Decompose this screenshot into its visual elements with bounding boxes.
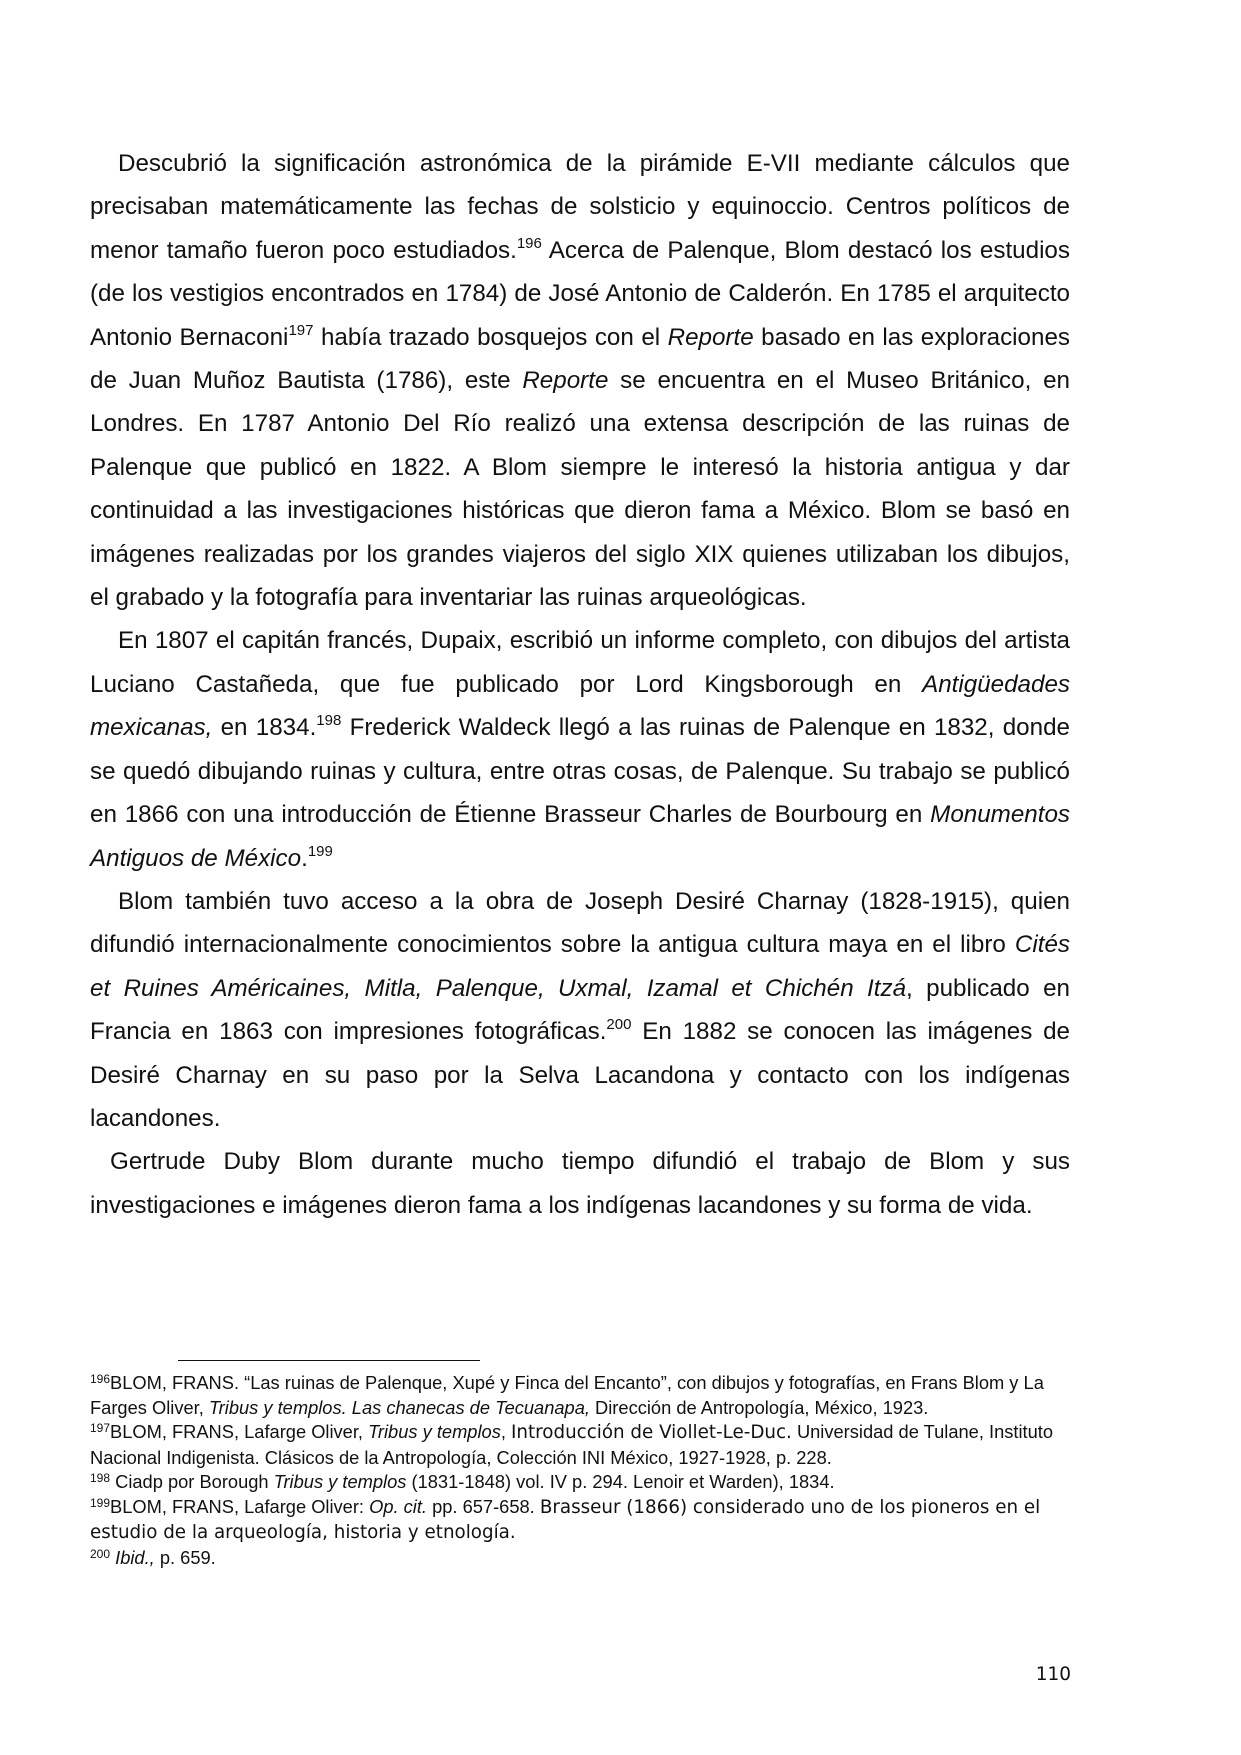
book-title: Tribus y templos — [273, 1471, 407, 1492]
book-title: Monumentos Antiguos de México — [90, 801, 1070, 872]
footnote-197 — [90, 1420, 1070, 1470]
book-title: Ibid., — [110, 1546, 155, 1568]
paragraph-3 — [90, 880, 1070, 1140]
text-run: . — [301, 844, 308, 872]
footnote-text: Dirección de Antropología, México, 1923. — [589, 1396, 929, 1418]
footnote-text: Brasseur (1866) considerado uno de los pioneros en el estudio de la arqueología, historia y etnología. — [90, 1496, 1041, 1543]
footnote-number: 196 — [90, 1372, 111, 1386]
paragraph-2 — [90, 619, 1070, 879]
footnote-ref-196[interactable]: 196 — [516, 234, 542, 252]
footnote-199 — [90, 1495, 1070, 1546]
body-text — [90, 142, 1070, 1227]
paragraph-1 — [90, 142, 1070, 619]
footnote-ref-199[interactable]: 199 — [307, 842, 333, 860]
footnote-ref-198[interactable]: 198 — [316, 712, 342, 730]
book-title: Op. cit. — [369, 1495, 427, 1517]
italic-term: Reporte — [522, 367, 609, 395]
page-number: 110 — [1035, 1664, 1071, 1685]
text-run: en 1834. — [212, 714, 317, 742]
footnote-text: Universidad de Tulane, Instituto Nacional Indigenista. Clásicos de la Antropología, Colección INI México, 1927-1928, p. 228. — [90, 1421, 1054, 1468]
footnote-text: BLOM, FRANS, Lafarge Oliver: — [110, 1495, 370, 1517]
text-run: se encuentra en el Museo Británico, en Londres. En 1787 Antonio Del Río realizó una extensa descripción de las ruinas de Palenque que publicó en 1822. A Blom siempre le interesó la historia antigua y dar continuidad a las investigaciones históricas que dieron fama a México. Blom se basó en imágenes realizadas por los grandes viajeros del siglo XIX quienes utilizaban los dibujos, el grabado y la fotografía para inventariar las ruinas arqueológicas. — [90, 367, 1070, 612]
text-run: Blom también tuvo acceso a la obra de Joseph Desiré Charnay (1828-1915), quien difundió internacionalmente conocimientos sobre la antigua cultura maya en el libro — [90, 887, 1070, 959]
book-title: Tribus y templos. Las chanecas de Tecuanapa, — [208, 1396, 590, 1418]
text-run: En 1882 se conocen las imágenes de Desiré Charnay en su paso por la Selva Lacandona y contacto con los indígenas lacandones. — [90, 1018, 1070, 1132]
footnote-text: , — [500, 1421, 512, 1442]
italic-term: Reporte — [667, 323, 754, 351]
paragraph-4: Gertrude Duby Blom durante mucho tiempo difundió el trabajo de Blom y sus investigaciones e imágenes dieron fama a los indígenas lacandones y su forma de vida. — [90, 1148, 1070, 1219]
book-title: Cités et Ruines Américaines, Mitla, Palenque, Uxmal, Izamal et Chichén Itzá — [90, 931, 1070, 1002]
footnote-text: BLOM, FRANS, Lafarge Oliver, — [110, 1421, 369, 1442]
footnote-text: BLOM, FRANS. “Las ruinas de Palenque, Xupé y Finca del Encanto”, con dibujos y fotografías, en Frans Blom y La Farges Oliver, — [90, 1372, 1044, 1418]
footnote-separator — [178, 1360, 480, 1361]
footnote-text: Introducción de Viollet-Le-Duc. — [511, 1422, 792, 1443]
footnote-number: 198 — [90, 1471, 111, 1485]
footnote-196 — [90, 1371, 1070, 1420]
footnote-number: 199 — [90, 1495, 111, 1510]
text-run: , publicado en Francia en 1863 con impresiones fotográficas. — [90, 974, 1070, 1046]
text-run: En 1807 el capitán francés, Dupaix, escribió un informe completo, con dibujos del artista Luciano Castañeda, que fue publicado por Lord Kingsborough en — [90, 627, 1070, 698]
text-run: basado en las exploraciones de Juan Muñoz Bautista (1786), este — [90, 323, 1071, 395]
footnote-text: p. 659. — [154, 1546, 216, 1568]
text-run: Frederick Waldeck llegó a las ruinas de Palenque en 1832, donde se quedó dibujando ruinas y cultura, entre otras cosas, de Palenque. Su trabajo se publicó en 1866 con una introducción de Étienne Brasseur Charles de Bourbourg en — [90, 714, 1070, 829]
book-title: Tribus y templos — [368, 1421, 501, 1442]
book-title: Antigüedades mexicanas, — [90, 670, 1070, 742]
text-run: Descubrió la significación astronómica de la pirámide E-VII mediante cálculos que precisaban matemáticamente las fechas de solsticio y equinoccio. Centros políticos de menor tamaño fueron poco estudiados. — [90, 150, 1070, 264]
footnote-text: (1831-1848) vol. IV p. 294. Lenoir et Warden), 1834. — [406, 1471, 835, 1492]
text-run: había trazado bosquejos con el — [313, 323, 668, 351]
footnote-number: 197 — [90, 1421, 111, 1435]
footnote-200 — [90, 1546, 1070, 1571]
footnote-text: pp. 657-658. — [427, 1495, 540, 1517]
footnote-198 — [90, 1470, 1070, 1495]
footnote-ref-200[interactable]: 200 — [606, 1016, 632, 1034]
text-run: Acerca de Palenque, Blom destacó los estudios (de los vestigios encontrados en 1784) de José Antonio de Calderón. En 1785 el arquitecto Antonio Bernaconi — [90, 236, 1070, 351]
footnote-text: Ciadp por Borough — [110, 1471, 274, 1492]
footnote-number: 200 — [90, 1546, 111, 1561]
footnote-ref-197[interactable]: 197 — [288, 321, 314, 339]
footnotes — [90, 1371, 1070, 1570]
